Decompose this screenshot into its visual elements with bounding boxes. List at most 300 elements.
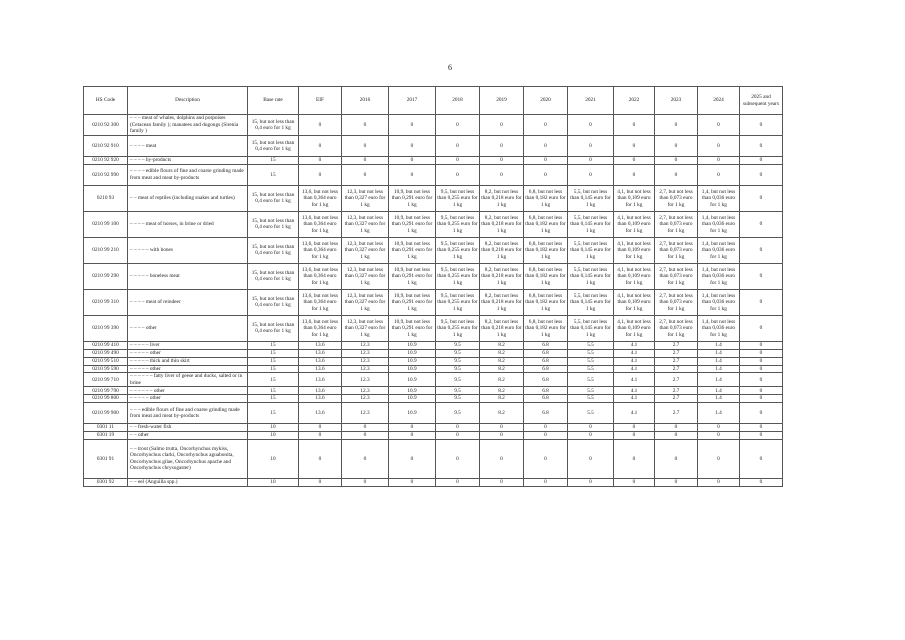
rate-2019-cell: 8,2, but not less than 0,218 euro for 1 kg [480,289,524,315]
rate-2017-cell: 10,9, but not less than 0,291 euro for 1 kg [389,315,436,341]
rate-2025-and-after-cell: 0 [740,424,783,432]
rate-2024-cell: 1,4, but not less than 0,036 euro for 1 kg [698,237,740,263]
rate-2022-cell: 4.1 [614,357,655,365]
rate-eif-cell: 13.6 [299,357,342,365]
rate-2017-cell: 10.9 [389,403,436,424]
table-row [84,211,783,237]
rate-2018-cell: 9.5 [436,395,480,403]
rate-2016-cell: 12.3 [342,357,389,365]
rate-2022-cell: 4,1, but not less than 0,109 euro for 1 kg [614,263,655,289]
table-row [84,432,783,440]
page-number: 6 [448,63,452,72]
rate-2023-cell: 0 [655,164,698,185]
rate-2022-cell: 4,1, but not less than 0,109 euro for 1 kg [614,211,655,237]
hs-code-cell: 0210 99 390 [84,315,128,341]
rate-eif-cell: 0 [299,432,342,440]
rate-2020-cell: 0 [524,157,568,165]
rate-2020-cell: 6.8 [524,365,568,373]
rate-2017-cell: 0 [389,115,436,136]
rate-eif-cell: 13.6 [299,349,342,357]
table-row [84,115,783,136]
rate-2025-and-after-cell: 0 [740,157,783,165]
rate-2024-cell: 1.4 [698,373,740,387]
rate-2016-cell: 12,3, but not less than 0,327 euro for 1 kg [342,263,389,289]
rate-2023-cell: 0 [655,432,698,440]
rate-2024-cell: 1.4 [698,349,740,357]
rate-eif-cell: 0 [299,136,342,157]
rate-eif-cell: 13.6 [299,373,342,387]
rate-2025-and-after-cell: 0 [740,403,783,424]
rate-2018-cell: 9,5, but not less than 0,255 euro for 1 kg [436,185,480,211]
rate-eif-cell: 13.6 [299,341,342,349]
rate-2019-cell: 8.2 [480,341,524,349]
rate-2019-cell: 8.2 [480,403,524,424]
rate-2020-cell: 6.8 [524,373,568,387]
rate-2024-cell: 1.4 [698,395,740,403]
rate-2025-and-after-cell: 0 [740,289,783,315]
rate-2025-and-after-cell: 0 [740,439,783,478]
rate-2020-cell: 0 [524,439,568,478]
column-header: 2018 [436,87,480,115]
column-header: 2022 [614,87,655,115]
rate-2017-cell: 0 [389,439,436,478]
rate-eif-cell: 13,6, but not less than 0,364 euro for 1 kg [299,185,342,211]
hs-code-cell: 0210 92 300 [84,115,128,136]
rate-2024-cell: 1.4 [698,365,740,373]
rate-2021-cell: 5.5 [568,395,614,403]
base-rate-cell: 15 [248,365,299,373]
rate-2017-cell: 0 [389,478,436,486]
description-cell: – – – – – other [128,395,248,403]
rate-2022-cell: 0 [614,115,655,136]
rate-2020-cell: 6,8, but not less than 0,182 euro for 1 kg [524,315,568,341]
rate-2018-cell: 9.5 [436,365,480,373]
rate-2018-cell: 0 [436,439,480,478]
rate-2023-cell: 0 [655,136,698,157]
rate-2021-cell: 5,5, but not less than 0,145 euro for 1 kg [568,185,614,211]
rate-eif-cell: 13.6 [299,403,342,424]
rate-2017-cell: 10.9 [389,373,436,387]
rate-2017-cell: 0 [389,424,436,432]
rate-eif-cell: 13.6 [299,387,342,395]
rate-2023-cell: 2.7 [655,365,698,373]
rate-2019-cell: 0 [480,432,524,440]
rate-2019-cell: 0 [480,136,524,157]
rate-2025-and-after-cell: 0 [740,263,783,289]
rate-2021-cell: 5.5 [568,387,614,395]
column-header: 2023 [655,87,698,115]
rate-2016-cell: 0 [342,432,389,440]
description-cell: – – – meat of whales, dolphins and porpoises (Cetacean family ); manatees and dugongs (Sirenia family ) [128,115,248,136]
rate-2022-cell: 0 [614,432,655,440]
rate-2021-cell: 0 [568,439,614,478]
rate-2024-cell: 0 [698,432,740,440]
rate-2019-cell: 0 [480,157,524,165]
rate-2021-cell: 0 [568,136,614,157]
rate-2017-cell: 10,9, but not less than 0,291 euro for 1 kg [389,289,436,315]
rate-2022-cell: 4,1, but not less than 0,109 euro for 1 kg [614,237,655,263]
rate-2017-cell: 10,9, but not less than 0,291 euro for 1 kg [389,185,436,211]
rate-2022-cell: 4.1 [614,395,655,403]
rate-2024-cell: 0 [698,164,740,185]
base-rate-cell: 15, but not less than 0,4 euro for 1 kg [248,315,299,341]
rate-2022-cell: 0 [614,136,655,157]
rate-2023-cell: 2.7 [655,349,698,357]
rate-2020-cell: 6,8, but not less than 0,182 euro for 1 kg [524,289,568,315]
rate-2019-cell: 8.2 [480,373,524,387]
rate-2021-cell: 0 [568,424,614,432]
rate-2017-cell: 0 [389,157,436,165]
rate-2023-cell: 2.7 [655,395,698,403]
base-rate-cell: 10 [248,432,299,440]
table-row [84,289,783,315]
base-rate-cell: 15, but not less than 0,4 euro for 1 kg [248,237,299,263]
rate-2024-cell: 1.4 [698,357,740,365]
rate-2019-cell: 0 [480,164,524,185]
rate-2020-cell: 0 [524,424,568,432]
base-rate-cell: 15 [248,395,299,403]
rate-2020-cell: 0 [524,115,568,136]
description-cell: – – – – – liver [128,341,248,349]
rate-2020-cell: 6.8 [524,403,568,424]
rate-2018-cell: 0 [436,136,480,157]
rate-2024-cell: 0 [698,424,740,432]
rate-2019-cell: 0 [480,478,524,486]
rate-2020-cell: 0 [524,478,568,486]
rate-eif-cell: 0 [299,164,342,185]
rate-2022-cell: 0 [614,478,655,486]
column-header: Description [128,87,248,115]
description-cell: – – trout (Salmo trutta, Oncorhynchus mykiss, Oncorhynchus clarki, Oncorhynchus aguabonita, Oncorhynchus gilae, Oncorhynchus apache and Oncorhynchus chrysogaster) [128,439,248,478]
description-cell: – – – – – other [128,349,248,357]
hs-code-cell: 0210 99 210 [84,237,128,263]
description-cell: – – – – – with bones [128,237,248,263]
rate-2020-cell: 6,8, but not less than 0,182 euro for 1 kg [524,211,568,237]
rate-2023-cell: 0 [655,157,698,165]
description-cell: – – other [128,432,248,440]
table-row [84,315,783,341]
rate-2022-cell: 4.1 [614,387,655,395]
header-row [84,87,783,115]
rate-2021-cell: 5,5, but not less than 0,145 euro for 1 kg [568,315,614,341]
rate-2025-and-after-cell: 0 [740,365,783,373]
hs-code-cell: 0210 92 920 [84,157,128,165]
table-row [84,395,783,403]
rate-2023-cell: 2.7 [655,373,698,387]
rate-2018-cell: 0 [436,424,480,432]
rate-2017-cell: 10,9, but not less than 0,291 euro for 1 kg [389,211,436,237]
rate-2016-cell: 12,3, but not less than 0,327 euro for 1 kg [342,237,389,263]
rate-2019-cell: 8,2, but not less than 0,218 euro for 1 kg [480,237,524,263]
rate-2019-cell: 8.2 [480,395,524,403]
rate-2021-cell: 0 [568,432,614,440]
table-row [84,136,783,157]
rate-2016-cell: 12,3, but not less than 0,327 euro for 1 kg [342,315,389,341]
table-row [84,263,783,289]
rate-2025-and-after-cell: 0 [740,237,783,263]
base-rate-cell: 15 [248,157,299,165]
tariff-schedule-table [83,86,783,487]
rate-2016-cell: 12.3 [342,403,389,424]
rate-2018-cell: 9,5, but not less than 0,255 euro for 1 kg [436,211,480,237]
table-row [84,237,783,263]
hs-code-cell: 0210 99 800 [84,395,128,403]
table-row [84,357,783,365]
table-row [84,403,783,424]
table-row [84,349,783,357]
rate-eif-cell: 0 [299,478,342,486]
rate-2018-cell: 9,5, but not less than 0,255 euro for 1 kg [436,315,480,341]
rate-2025-and-after-cell: 0 [740,395,783,403]
rate-2018-cell: 0 [436,157,480,165]
rate-2016-cell: 12,3, but not less than 0,327 euro for 1 kg [342,211,389,237]
column-header: 2024 [698,87,740,115]
table-row [84,365,783,373]
description-cell: – – – – – – fatty liver of geese and ducks, salted or in brine [128,373,248,387]
table-row [84,185,783,211]
rate-2023-cell: 2.7 [655,341,698,349]
rate-2018-cell: 9,5, but not less than 0,255 euro for 1 kg [436,289,480,315]
table-row [84,387,783,395]
rate-2021-cell: 5,5, but not less than 0,145 euro for 1 kg [568,263,614,289]
rate-2025-and-after-cell: 0 [740,115,783,136]
rate-2021-cell: 5.5 [568,373,614,387]
hs-code-cell: 0210 99 510 [84,357,128,365]
rate-2023-cell: 2,7, but not less than 0,073 euro for 1 kg [655,289,698,315]
rate-2023-cell: 2,7, but not less than 0,073 euro for 1 kg [655,211,698,237]
rate-2021-cell: 5.5 [568,357,614,365]
rate-2019-cell: 8.2 [480,365,524,373]
description-cell: – – fresh-water fish [128,424,248,432]
rate-2023-cell: 2,7, but not less than 0,073 euro for 1 kg [655,315,698,341]
rate-2021-cell: 5.5 [568,365,614,373]
rate-2023-cell: 2,7, but not less than 0,073 euro for 1 kg [655,237,698,263]
rate-2017-cell: 10.9 [389,387,436,395]
rate-2021-cell: 0 [568,115,614,136]
rate-2022-cell: 0 [614,439,655,478]
description-cell: – – – – other [128,315,248,341]
rate-2017-cell: 0 [389,136,436,157]
rate-2023-cell: 0 [655,115,698,136]
rate-2023-cell: 0 [655,439,698,478]
rate-2020-cell: 6,8, but not less than 0,182 euro for 1 kg [524,237,568,263]
hs-code-cell: 0210 99 710 [84,373,128,387]
rate-2025-and-after-cell: 0 [740,357,783,365]
rate-2024-cell: 1.4 [698,403,740,424]
rate-2017-cell: 0 [389,432,436,440]
rate-2025-and-after-cell: 0 [740,478,783,486]
rate-2016-cell: 0 [342,136,389,157]
rate-2017-cell: 10,9, but not less than 0,291 euro for 1 kg [389,263,436,289]
rate-2022-cell: 0 [614,157,655,165]
rate-2019-cell: 8.2 [480,349,524,357]
rate-2021-cell: 5.5 [568,341,614,349]
rate-2024-cell: 0 [698,115,740,136]
hs-code-cell: 0210 92 910 [84,136,128,157]
hs-code-cell: 0210 93 [84,185,128,211]
rate-2018-cell: 0 [436,164,480,185]
rate-eif-cell: 0 [299,115,342,136]
rate-2025-and-after-cell: 0 [740,211,783,237]
rate-2025-and-after-cell: 0 [740,164,783,185]
rate-eif-cell: 0 [299,439,342,478]
base-rate-cell: 10 [248,424,299,432]
table-row [84,157,783,165]
rate-eif-cell: 13,6, but not less than 0,364 euro for 1 kg [299,211,342,237]
rate-2017-cell: 0 [389,164,436,185]
base-rate-cell: 15 [248,373,299,387]
table-row [84,478,783,486]
rate-2016-cell: 12.3 [342,365,389,373]
hs-code-cell: 0210 92 990 [84,164,128,185]
base-rate-cell: 15, but not less than 0,4 euro for 1 kg [248,211,299,237]
rate-2024-cell: 0 [698,478,740,486]
rate-2018-cell: 9,5, but not less than 0,255 euro for 1 kg [436,263,480,289]
rate-2021-cell: 5.5 [568,403,614,424]
rate-2020-cell: 0 [524,136,568,157]
rate-2023-cell: 2.7 [655,357,698,365]
hs-code-cell: 0210 99 410 [84,341,128,349]
rate-2025-and-after-cell: 0 [740,136,783,157]
column-header: EIF [299,87,342,115]
rate-2022-cell: 0 [614,164,655,185]
rate-2020-cell: 6,8, but not less than 0,182 euro for 1 kg [524,185,568,211]
rate-2025-and-after-cell: 0 [740,387,783,395]
rate-2025-and-after-cell: 0 [740,185,783,211]
description-cell: – – – – – – other [128,387,248,395]
rate-2020-cell: 6.8 [524,357,568,365]
rate-2018-cell: 9.5 [436,341,480,349]
rate-2016-cell: 12.3 [342,373,389,387]
hs-code-cell: 0210 99 100 [84,211,128,237]
rate-2022-cell: 4.1 [614,365,655,373]
rate-2016-cell: 0 [342,164,389,185]
description-cell: – – – – – thick and thin skirt [128,357,248,365]
description-cell: – – – – meat of reindeer [128,289,248,315]
rate-2024-cell: 1,4, but not less than 0,036 euro for 1 kg [698,315,740,341]
rate-2019-cell: 8,2, but not less than 0,218 euro for 1 kg [480,185,524,211]
rate-2022-cell: 0 [614,424,655,432]
rate-2018-cell: 9.5 [436,357,480,365]
rate-2017-cell: 10.9 [389,349,436,357]
base-rate-cell: 15 [248,403,299,424]
table-row [84,439,783,478]
rate-2023-cell: 2,7, but not less than 0,073 euro for 1 kg [655,263,698,289]
rate-2017-cell: 10.9 [389,341,436,349]
rate-eif-cell: 13,6, but not less than 0,364 euro for 1 kg [299,289,342,315]
description-cell: – – eel (Anguilla spp.) [128,478,248,486]
rate-2019-cell: 0 [480,424,524,432]
column-header: 2020 [524,87,568,115]
rate-2020-cell: 6.8 [524,349,568,357]
rate-2019-cell: 8,2, but not less than 0,218 euro for 1 kg [480,263,524,289]
rate-2019-cell: 8.2 [480,357,524,365]
hs-code-cell: 0301 19 [84,432,128,440]
hs-code-cell: 0210 99 490 [84,349,128,357]
hs-code-cell: 0210 99 310 [84,289,128,315]
base-rate-cell: 15, but not less than 0,4 euro for 1 kg [248,289,299,315]
description-cell: – – – – meat of horses, in brine or dried [128,211,248,237]
rate-2024-cell: 1,4, but not less than 0,036 euro for 1 kg [698,289,740,315]
base-rate-cell: 15 [248,341,299,349]
description-cell: – – – – by-products [128,157,248,165]
rate-eif-cell: 13,6, but not less than 0,364 euro for 1 kg [299,237,342,263]
hs-code-cell: 0301 91 [84,439,128,478]
rate-2018-cell: 0 [436,478,480,486]
base-rate-cell: 15 [248,387,299,395]
rate-2025-and-after-cell: 0 [740,349,783,357]
rate-2020-cell: 6.8 [524,387,568,395]
rate-2023-cell: 0 [655,478,698,486]
rate-2022-cell: 4.1 [614,341,655,349]
column-header: 2017 [389,87,436,115]
rate-2022-cell: 4,1, but not less than 0,109 euro for 1 kg [614,289,655,315]
rate-2023-cell: 2.7 [655,387,698,395]
rate-2016-cell: 0 [342,157,389,165]
rate-2018-cell: 9.5 [436,373,480,387]
rate-eif-cell: 13,6, but not less than 0,364 euro for 1 kg [299,263,342,289]
base-rate-cell: 15 [248,164,299,185]
rate-eif-cell: 13.6 [299,395,342,403]
rate-2021-cell: 5.5 [568,349,614,357]
rate-2022-cell: 4.1 [614,373,655,387]
table-row [84,164,783,185]
description-cell: – – – – – other [128,365,248,373]
rate-2022-cell: 4,1, but not less than 0,109 euro for 1 kg [614,185,655,211]
rate-2018-cell: 9,5, but not less than 0,255 euro for 1 kg [436,237,480,263]
rate-2019-cell: 0 [480,439,524,478]
rate-2016-cell: 0 [342,115,389,136]
rate-2017-cell: 10.9 [389,395,436,403]
rate-2016-cell: 12.3 [342,341,389,349]
column-header: 2016 [342,87,389,115]
rate-2024-cell: 1.4 [698,387,740,395]
rate-2016-cell: 12,3, but not less than 0,327 euro for 1 kg [342,289,389,315]
column-header: HS Code [84,87,128,115]
rate-2025-and-after-cell: 0 [740,315,783,341]
column-header: 2019 [480,87,524,115]
column-header: Base rate [248,87,299,115]
base-rate-cell: 15, but not less than 0,4 euro for 1 kg [248,115,299,136]
column-header: 2021 [568,87,614,115]
rate-2016-cell: 12.3 [342,349,389,357]
description-cell: – – meat of reptiles (including snakes and turtles) [128,185,248,211]
rate-2017-cell: 10.9 [389,357,436,365]
rate-2024-cell: 0 [698,439,740,478]
rate-2021-cell: 5,5, but not less than 0,145 euro for 1 kg [568,289,614,315]
hs-code-cell: 0301 92 [84,478,128,486]
rate-2025-and-after-cell: 0 [740,432,783,440]
rate-2020-cell: 6.8 [524,395,568,403]
rate-eif-cell: 0 [299,424,342,432]
rate-2023-cell: 2.7 [655,403,698,424]
base-rate-cell: 15 [248,357,299,365]
rate-2024-cell: 0 [698,157,740,165]
rate-2020-cell: 6.8 [524,341,568,349]
rate-2024-cell: 1,4, but not less than 0,036 euro for 1 kg [698,185,740,211]
rate-2019-cell: 8.2 [480,387,524,395]
rate-2017-cell: 10.9 [389,365,436,373]
rate-2024-cell: 1,4, but not less than 0,036 euro for 1 kg [698,263,740,289]
hs-code-cell: 0210 99 900 [84,403,128,424]
rate-2024-cell: 0 [698,136,740,157]
rate-2020-cell: 6,8, but not less than 0,182 euro for 1 kg [524,263,568,289]
base-rate-cell: 15, but not less than 0,4 euro for 1 kg [248,263,299,289]
hs-code-cell: 0210 99 290 [84,263,128,289]
rate-2020-cell: 0 [524,432,568,440]
base-rate-cell: 15, but not less than 0,4 euro for 1 kg [248,136,299,157]
rate-2018-cell: 0 [436,115,480,136]
